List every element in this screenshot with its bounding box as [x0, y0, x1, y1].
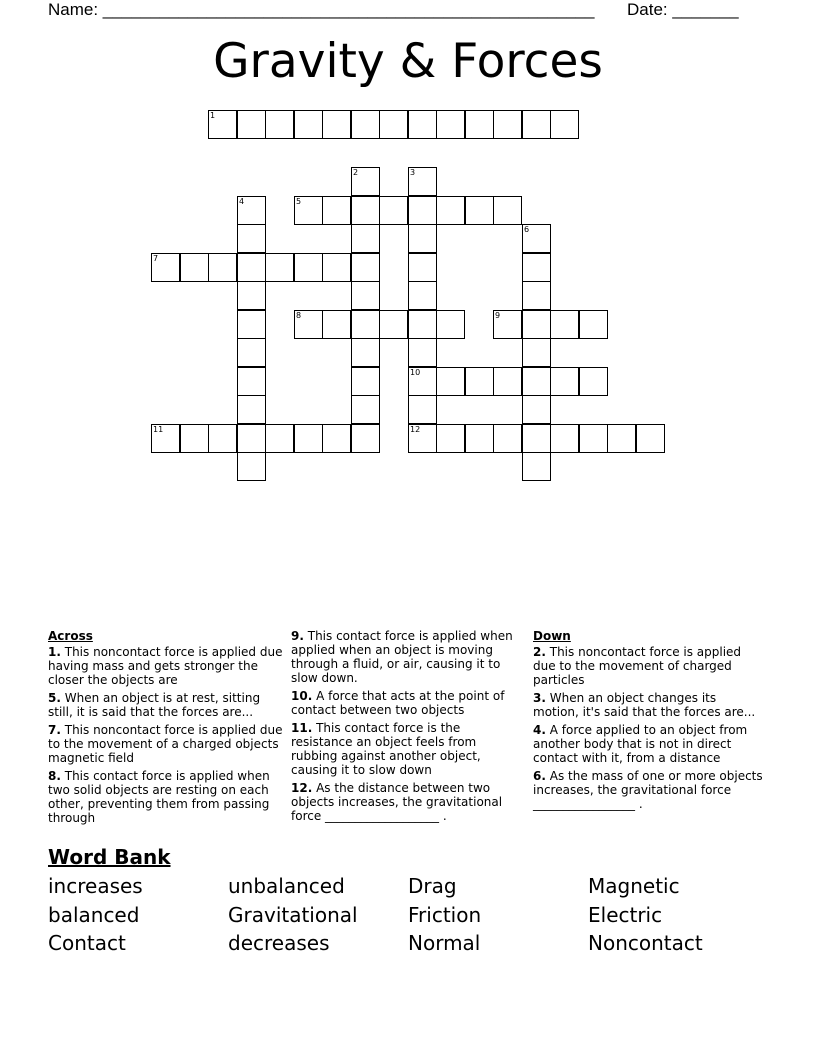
crossword-cell[interactable]	[408, 224, 437, 253]
crossword-cell[interactable]	[351, 110, 380, 139]
crossword-cell[interactable]	[237, 367, 266, 396]
across-clues-col2	[291, 629, 519, 827]
crossword-cell[interactable]	[550, 424, 579, 453]
crossword-cell[interactable]	[351, 424, 380, 453]
crossword-cell[interactable]	[237, 452, 266, 481]
crossword-cell[interactable]	[237, 310, 266, 339]
crossword-cell[interactable]	[522, 281, 551, 310]
crossword-cell[interactable]	[322, 253, 351, 282]
crossword-cell[interactable]	[436, 424, 465, 453]
crossword-cell[interactable]	[208, 253, 237, 282]
clue-down-3: 3. When an object changes its motion, it's said that the forces are...	[533, 691, 756, 719]
crossword-cell[interactable]	[493, 424, 522, 453]
crossword-cell[interactable]	[294, 253, 323, 282]
crossword-cell[interactable]	[351, 338, 380, 367]
crossword-cell[interactable]	[351, 281, 380, 310]
clue-number: 1	[210, 111, 216, 120]
crossword-cell[interactable]	[607, 424, 636, 453]
crossword-cell[interactable]	[522, 452, 551, 481]
word-bank-word: Electric	[588, 903, 663, 927]
clue-down-2: 2. This noncontact force is applied due to the movement of charged particles	[533, 645, 742, 687]
crossword-cell[interactable]	[265, 253, 294, 282]
word-bank-word: Gravitational	[228, 903, 358, 927]
crossword-cell[interactable]	[351, 395, 380, 424]
word-bank-word: decreases	[228, 931, 330, 955]
crossword-cell[interactable]	[436, 196, 465, 225]
clue-across-12: 12. As the distance between two objects increases, the gravitational force ___________________ .	[291, 781, 503, 823]
crossword-cell[interactable]	[294, 110, 323, 139]
crossword-cell[interactable]	[522, 253, 551, 282]
page-title: Gravity & Forces	[213, 34, 603, 89]
crossword-cell[interactable]	[436, 110, 465, 139]
clue-number: 10	[410, 368, 421, 377]
clue-across-5: 5. When an object is at rest, sitting still, it is said that the forces are...	[48, 691, 261, 719]
crossword-cell[interactable]	[408, 196, 437, 225]
crossword-cell[interactable]	[579, 310, 608, 339]
across-clues-col1	[48, 629, 284, 829]
crossword-cell[interactable]	[408, 338, 437, 367]
crossword-cell[interactable]	[294, 424, 323, 453]
crossword-cell[interactable]	[237, 224, 266, 253]
word-bank-word: unbalanced	[228, 874, 345, 898]
crossword-cell[interactable]	[493, 110, 522, 139]
crossword-cell[interactable]	[322, 196, 351, 225]
clue-down-6: 6. As the mass of one or more objects increases, the gravitational force _________________ .	[533, 769, 763, 811]
crossword-cell[interactable]	[465, 424, 494, 453]
word-bank-title: Word Bank	[48, 845, 171, 869]
clue-number: 8	[296, 311, 302, 320]
clue-across-8: 8. This contact force is applied when two solid objects are resting on each other, preventing them from passing through	[48, 769, 270, 825]
crossword-cell[interactable]	[636, 424, 665, 453]
crossword-cell[interactable]	[208, 424, 237, 453]
clue-across-11: 11. This contact force is the resistance an object feels from rubbing against another object, causing it to slow down	[291, 721, 481, 777]
crossword-cell[interactable]	[237, 338, 266, 367]
word-bank-word: Friction	[408, 903, 482, 927]
clue-across-1: 1. This noncontact force is applied due having mass and gets stronger the closer the objects are	[48, 645, 283, 687]
crossword-cell[interactable]	[465, 367, 494, 396]
crossword-cell[interactable]	[522, 395, 551, 424]
clue-across-10: 10. A force that acts at the point of contact between two objects	[291, 689, 505, 717]
crossword-cell[interactable]	[493, 367, 522, 396]
crossword-cell[interactable]	[465, 110, 494, 139]
crossword-cell[interactable]	[379, 196, 408, 225]
crossword-cell[interactable]	[522, 367, 551, 396]
crossword-cell[interactable]	[379, 110, 408, 139]
across-heading: Across	[48, 629, 93, 643]
crossword-cell[interactable]	[522, 310, 551, 339]
crossword-cell[interactable]	[550, 110, 579, 139]
crossword-cell[interactable]	[351, 196, 380, 225]
clue-number: 5	[296, 197, 302, 206]
word-bank-word: Normal	[408, 931, 481, 955]
clue-number: 4	[239, 197, 245, 206]
crossword-cell[interactable]	[408, 281, 437, 310]
word-bank-word: increases	[48, 874, 143, 898]
crossword-cell[interactable]	[522, 338, 551, 367]
crossword-cell[interactable]	[237, 253, 266, 282]
crossword-cell[interactable]	[522, 110, 551, 139]
down-heading: Down	[533, 629, 571, 643]
crossword-cell[interactable]	[408, 110, 437, 139]
date-line: Date: _______	[627, 0, 739, 19]
clue-number: 6	[524, 225, 530, 234]
clue-across-9: 9. This contact force is applied when applied when an object is moving through a fluid, or air, causing it to slow down.	[291, 629, 513, 685]
clue-number: 2	[353, 168, 359, 177]
crossword-cell[interactable]	[379, 310, 408, 339]
crossword-cell[interactable]	[408, 395, 437, 424]
clue-number: 12	[410, 425, 421, 434]
crossword-cell[interactable]	[180, 253, 209, 282]
word-bank-word: balanced	[48, 903, 140, 927]
crossword-cell[interactable]	[322, 110, 351, 139]
crossword-cell[interactable]	[436, 367, 465, 396]
crossword-cell[interactable]	[351, 310, 380, 339]
crossword-cell[interactable]	[351, 224, 380, 253]
clue-number: 9	[495, 311, 501, 320]
word-bank-word: Noncontact	[588, 931, 703, 955]
crossword-cell[interactable]	[408, 310, 437, 339]
crossword-cell[interactable]	[322, 424, 351, 453]
crossword-cell[interactable]	[550, 310, 579, 339]
word-bank-word: Magnetic	[588, 874, 680, 898]
crossword-cell[interactable]	[322, 310, 351, 339]
crossword-cell[interactable]	[550, 367, 579, 396]
clue-number: 7	[153, 254, 159, 263]
word-bank-word: Drag	[408, 874, 457, 898]
crossword-cell[interactable]	[265, 424, 294, 453]
crossword-cell[interactable]	[436, 310, 465, 339]
word-bank-word: Contact	[48, 931, 126, 955]
clue-number: 11	[153, 425, 164, 434]
crossword-cell[interactable]	[522, 424, 551, 453]
crossword-cell[interactable]	[579, 424, 608, 453]
clue-across-7: 7. This noncontact force is applied due to the movement of a charged objects magnetic field	[48, 723, 283, 765]
down-clues	[533, 629, 763, 815]
name-line: Name: ____________________________________________________	[48, 0, 595, 19]
crossword-cell[interactable]	[351, 253, 380, 282]
crossword-cell[interactable]	[408, 253, 437, 282]
crossword-cell[interactable]	[351, 367, 380, 396]
crossword-cell[interactable]	[237, 110, 266, 139]
crossword-cell[interactable]	[237, 395, 266, 424]
crossword-cell[interactable]	[180, 424, 209, 453]
crossword-cell[interactable]	[265, 110, 294, 139]
crossword-cell[interactable]	[237, 424, 266, 453]
clue-down-4: 4. A force applied to an object from another body that is not in direct contact with it, from a distance	[533, 723, 748, 765]
crossword-cell[interactable]	[493, 196, 522, 225]
crossword-cell[interactable]	[465, 196, 494, 225]
crossword-cell[interactable]	[579, 367, 608, 396]
clue-number: 3	[410, 168, 416, 177]
crossword-cell[interactable]	[237, 281, 266, 310]
